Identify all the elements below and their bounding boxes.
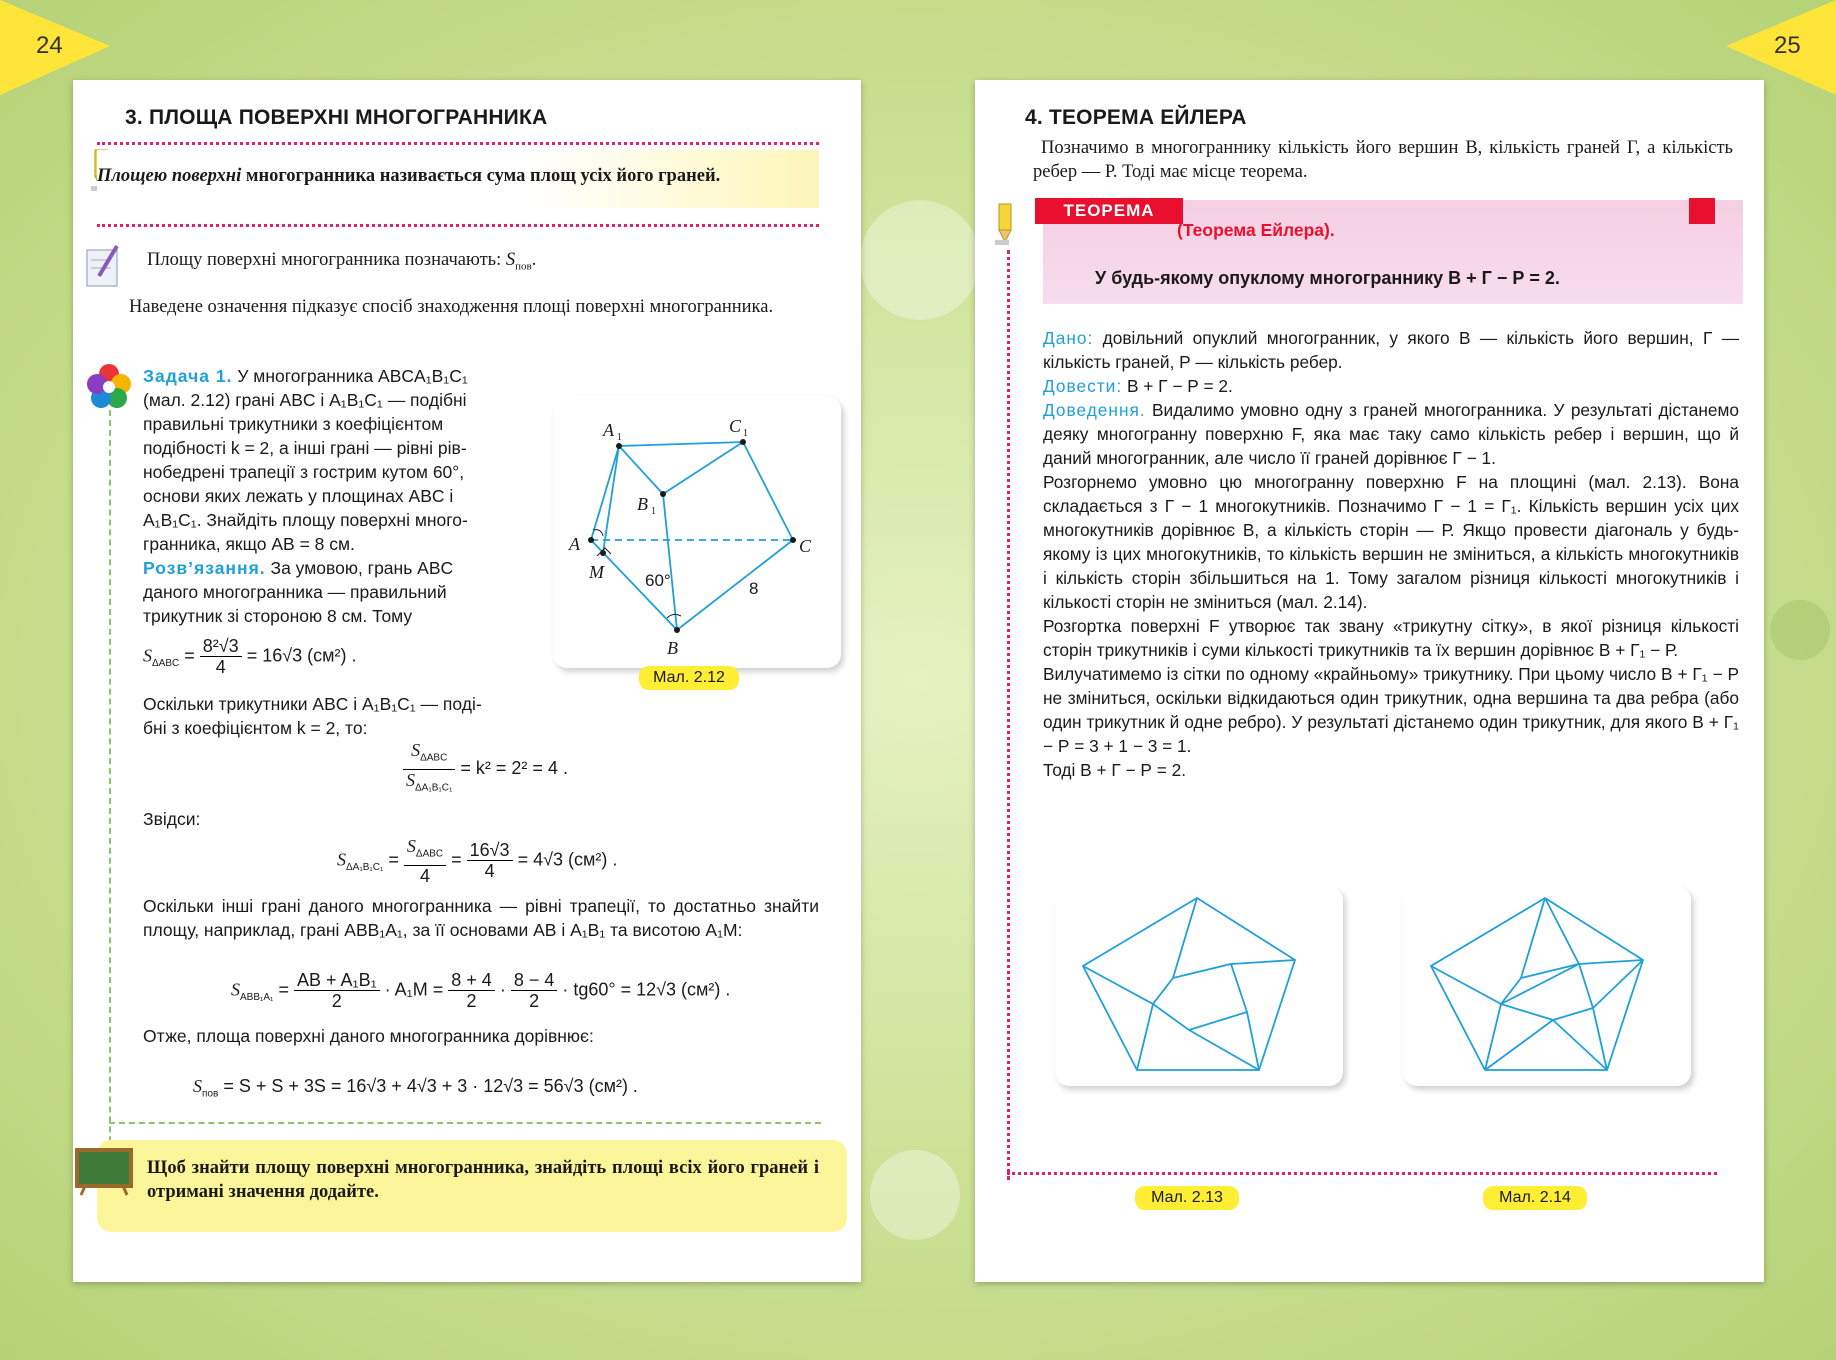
task-text: Задача 1. У многогранника ABCA₁B₁C₁ (мал. 2.12) грані ABC і A₁B₁C₁ — подібні правильні трикутники з коефіцієнтом подібності k = 2, а інші грані — рівні рів- нобедрені трапеції з гострим кутом 60°, основи яких лежать у площинах ABC і A₁B₁C₁. Знайдіть площу поверхні много- гранника, якщо AB = 8 см. Розв’язання. За умовою, грань ABC даного многогранника — правильний трикутник зі стороною 8 см. Тому: [143, 366, 468, 626]
figure-2-14-caption: Мал. 2.14: [1483, 1186, 1587, 1210]
proof-p1: Видалимо умовно одну з граней многогранника. У результаті дістанемо деяку многогранну поверхню F, яка має таку само кількість ребер і вершин, що й даний многогранник, але число її граней дорівнює Г − 1.: [1043, 400, 1739, 468]
left-page: [73, 80, 861, 1282]
formula-3: $S_{\Delta A_1B_1C_1}$ = $\frac{S_{\Delta ABC}}{4}$ = $\frac{16√3}{4}$ = 4√3 (см²) .: [337, 836, 618, 886]
formula-1: $S_{\Delta ABC}$ = $\frac{\text{8²√3}}{4}$ = 16√3 (см²) .: [143, 636, 357, 677]
label-b: B: [667, 638, 678, 658]
euler-intro: Позначимо в многограннику кількість його вершин В, кількість граней Г, а кількість ребер — Р. Тоді має місце теорема.: [1033, 138, 1733, 182]
svg-text:1: 1: [743, 428, 748, 439]
definition-term: Площею поверхні: [97, 166, 242, 186]
section-heading-euler: 4. ТЕОРЕМА ЕЙЛЕРА: [1025, 106, 1247, 129]
figure-2-14: [1403, 886, 1691, 1086]
proof-label: Доведення.: [1043, 400, 1146, 420]
pencil-icon-theorem: [987, 200, 1023, 248]
notation-text: Площу поверхні многогранника позначають: $S_{пов}$.: [147, 250, 537, 273]
task-line: У многогранника ABCA₁B₁C₁: [237, 366, 468, 386]
blackboard-icon: [75, 1148, 133, 1196]
solution-text-5: Отже, площа поверхні даного многогранника дорівнює:: [143, 1026, 594, 1046]
definition-rest: многогранника називається сума площ усіх його граней.: [241, 166, 721, 186]
theorem-name: (Теорема Ейлера).: [1177, 220, 1335, 240]
page-number-right-text: 25: [1774, 32, 1801, 59]
label-b1: B: [637, 494, 648, 514]
figure-2-13: [1055, 886, 1343, 1086]
prove-text: В + Г − Р = 2.: [1126, 376, 1233, 396]
label-angle: 60°: [645, 571, 671, 590]
proof-p4: Вилучатимемо із сітки по одному «крайньому» трикутнику. При цьому число В + Г₁ − Р не зміниться, оскільки відкидаються один трикутник, одна вершина та два ребра (або один трикутник й одне ребро). У результаті дістанемо один трикутник, для якого В + Г₁ − Р = 3 + 1 − 3 = 1.: [1043, 664, 1739, 756]
section-heading: 3. ПЛОЩА ПОВЕРХНІ МНОГОГРАННИКА: [125, 106, 548, 129]
formula-4: $S_{ABB_1A_1}$ = $\frac{\text{AB + A₁B₁}}{2}$ · A₁M = $\frac{8 + 4}{2}$ · $\frac{8 - 4}{2}$ · tg60° = 12√3 (см²) .: [231, 970, 731, 1011]
formula-2: $\frac{S_{\Delta ABC}}{S_{\Delta A_1B_1C_1}}$ = k² = 2² = 4 .: [403, 740, 568, 798]
right-page: [975, 80, 1764, 1282]
proof-text: [1043, 326, 1739, 782]
proof-p3: Розгортка поверхні F утворює так звану «трикутну сітку», в якої різниця кількості сторін трикутників і суми кількості трикутників та їх вершин дорівнює В + Г₁ − Р.: [1043, 616, 1739, 660]
pentagon-net-1: [1055, 886, 1343, 1086]
label-c: C: [799, 536, 812, 556]
intro-text: Наведене означення підказує спосіб знаходження площі поверхні многогранника.: [129, 297, 774, 317]
theorem-statement: У будь-якому опуклому многограннику В + Г − Р = 2.: [1095, 268, 1560, 288]
given-label: Дано:: [1043, 328, 1094, 348]
figure-2-12: [553, 396, 841, 668]
formula-5: $S_{пов} = S + S + 3S = 16√3 + 4√3 + 3 \cdot 12√3 = 56√3$ (см²) .: [193, 1076, 638, 1100]
label-a1: A: [603, 420, 614, 440]
pentagon-net-2: [1403, 886, 1691, 1086]
task-label: Задача 1.: [143, 366, 233, 386]
label-side: 8: [749, 579, 759, 598]
svg-text:1: 1: [651, 506, 656, 517]
solution-text-4: Оскільки інші грані даного многогранника — рівні трапеції, то достатньо знайти площу, наприклад, грані ABB₁A₁, за її основами AB і A₁B₁ та висотою A₁M:: [143, 896, 819, 940]
label-m: M: [589, 562, 604, 582]
theorem-badge: ТЕОРЕМА: [1035, 198, 1183, 224]
given-text: довільний опуклий многогранник, у якого В — кількість його вершин, Г — кількість граней, Р — кількість ребер.: [1043, 328, 1739, 372]
figure-2-13-caption: Мал. 2.13: [1135, 1186, 1239, 1210]
label-a: A: [569, 534, 580, 554]
flower-icon: [85, 362, 133, 410]
proof-p2: Розгорнемо умовно цю многогранну поверхню F на площині (мал. 2.13). Вона складається з Г − 1 многокутників. Позначимо Г − 1 = Г₁. Кількість вершин усіх цих многокутників дорівнює В, а кількість сторін — Р. Якщо провести діагональ у будь-якому із цих многокутників, то кількість вершин не зміниться, а кількість многокутників і кількість сторін збільшиться на 1. Тому загалом різниця кількості многокутників і кількості сторін не зміниться (мал. 2.14).: [1043, 472, 1739, 612]
prove-label: Довести:: [1043, 376, 1123, 396]
figure-2-12-caption: Мал. 2.12: [639, 666, 739, 690]
solution-text-3: Звідси:: [143, 809, 201, 829]
prism-diagram: [553, 396, 841, 668]
solution-label: Розв’язання.: [143, 558, 266, 578]
proof-p5: Тоді В + Г − Р = 2.: [1043, 760, 1187, 780]
label-c1: C: [729, 416, 742, 436]
solution-text-2: Оскільки трикутники ABC і A₁B₁C₁ — поді- бні з коефіцієнтом k = 2, то:: [143, 694, 482, 738]
page-number-left-text: 24: [36, 32, 63, 59]
definition-text: [97, 164, 819, 188]
svg-text:1: 1: [617, 432, 622, 443]
summary-text: Щоб знайти площу поверхні многогранника, знайдіть площі всіх його граней і отримані значення додайте.: [147, 1158, 819, 1202]
notebook-pen-icon: [81, 242, 129, 290]
theorem-corner-square: [1689, 198, 1715, 224]
